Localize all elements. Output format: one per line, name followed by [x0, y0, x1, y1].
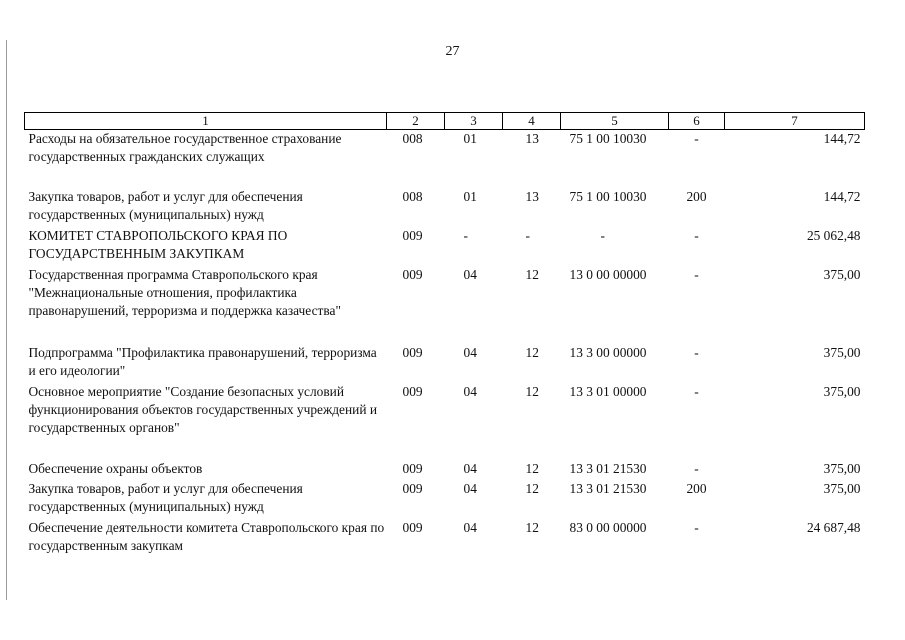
- row-section-code: 01: [463, 188, 477, 204]
- row-expense-type: -: [694, 383, 699, 399]
- column-header-2: 2: [387, 113, 445, 130]
- row-subsection-code: 12: [525, 344, 539, 360]
- row-ministry-code: 009: [402, 383, 423, 399]
- row-amount: 144,72: [823, 188, 861, 204]
- row-section-code: -: [463, 227, 468, 243]
- row-ministry-code: 009: [402, 480, 423, 496]
- row-subsection-code: 12: [525, 480, 539, 496]
- row-name: Обеспечение деятельности комитета Ставропольского края по государственным закупкам: [28, 519, 385, 553]
- row-expense-type: 200: [686, 188, 707, 204]
- row-subsection-code: 13: [525, 188, 539, 204]
- row-section-code: 04: [463, 519, 477, 535]
- table-row: [25, 460, 865, 480]
- table-row: [25, 383, 865, 460]
- table-row: [25, 188, 865, 227]
- column-header-3: 3: [445, 113, 503, 130]
- row-section-code: 04: [463, 460, 477, 476]
- column-header-4: 4: [503, 113, 561, 130]
- row-target-code: 13 0 00 00000: [569, 266, 647, 282]
- row-name: Подпрограмма "Профилактика правонарушений, терроризма и его идеологии": [28, 344, 377, 378]
- row-ministry-code: 008: [402, 188, 423, 204]
- row-section-code: 04: [463, 266, 477, 282]
- column-header-6: 6: [669, 113, 725, 130]
- row-target-code: 13 3 01 21530: [569, 460, 647, 476]
- row-section-code: 04: [463, 480, 477, 496]
- scan-margin-line: [6, 40, 7, 600]
- row-expense-type: -: [694, 519, 699, 535]
- table-row: [25, 130, 865, 188]
- row-ministry-code: 009: [402, 344, 423, 360]
- row-target-code: 83 0 00 00000: [569, 519, 647, 535]
- row-ministry-code: 009: [402, 227, 423, 243]
- row-target-code: 13 3 00 00000: [569, 344, 647, 360]
- row-target-code: 75 1 00 10030: [569, 131, 647, 146]
- row-section-code: 04: [463, 383, 477, 399]
- row-expense-type: -: [694, 344, 699, 360]
- row-name: Государственная программа Ставропольского края "Межнациональные отношения, профилактика правонарушений, терроризма и поддержка казачества": [28, 266, 341, 318]
- row-subsection-code: 13: [525, 131, 539, 146]
- row-name: Закупка товаров, работ и услуг для обеспечения государственных (муниципальных) нужд: [28, 188, 303, 222]
- row-name: Закупка товаров, работ и услуг для обеспечения государственных (муниципальных) нужд: [28, 480, 303, 514]
- row-section-code: 04: [463, 344, 477, 360]
- row-target-code: 13 3 01 21530: [569, 480, 647, 496]
- row-subsection-code: 12: [525, 460, 539, 476]
- column-header-7: 7: [725, 113, 865, 130]
- row-amount: 24 687,48: [806, 519, 861, 535]
- row-ministry-code: 009: [402, 460, 423, 476]
- column-header-5: 5: [561, 113, 669, 130]
- table-row: [25, 344, 865, 383]
- table-row: [25, 519, 865, 558]
- header-row: [25, 113, 865, 130]
- row-subsection-code: 12: [525, 266, 539, 282]
- row-target-code: 13 3 01 00000: [569, 383, 647, 399]
- row-amount: 375,00: [823, 266, 861, 282]
- table-row: [25, 266, 865, 344]
- row-name: КОМИТЕТ СТАВРОПОЛЬСКОГО КРАЯ ПО ГОСУДАРСТВЕННЫМ ЗАКУПКАМ: [28, 227, 288, 261]
- row-expense-type: -: [694, 266, 699, 282]
- budget-table: [24, 112, 865, 558]
- row-ministry-code: 009: [402, 266, 423, 282]
- column-header-1: 1: [25, 113, 387, 130]
- row-name: Расходы на обязательное государственное страхование государственных гражданских служащих: [28, 131, 342, 164]
- row-amount: 144,72: [823, 131, 861, 146]
- row-amount: 375,00: [823, 480, 861, 496]
- row-amount: 375,00: [823, 344, 861, 360]
- row-target-code: -: [600, 227, 605, 243]
- row-subsection-code: 12: [525, 519, 539, 535]
- row-expense-type: 200: [686, 480, 707, 496]
- row-amount: 25 062,48: [806, 227, 861, 243]
- row-amount: 375,00: [823, 383, 861, 399]
- row-section-code: 01: [463, 131, 477, 146]
- table-row: [25, 227, 865, 266]
- row-expense-type: -: [694, 460, 699, 476]
- row-amount: 375,00: [823, 460, 861, 476]
- row-subsection-code: 12: [525, 383, 539, 399]
- row-name: Обеспечение охраны объектов: [28, 460, 203, 476]
- row-ministry-code: 008: [402, 131, 423, 146]
- table-row: [25, 480, 865, 519]
- row-ministry-code: 009: [402, 519, 423, 535]
- row-expense-type: -: [694, 227, 699, 243]
- row-target-code: 75 1 00 10030: [569, 188, 647, 204]
- page-number: 27: [445, 44, 460, 59]
- row-subsection-code: -: [525, 227, 530, 243]
- row-name: Основное мероприятие "Создание безопасных условий функционирования объектов государственных учреждений и государственных органов": [28, 383, 378, 435]
- row-expense-type: -: [694, 131, 699, 146]
